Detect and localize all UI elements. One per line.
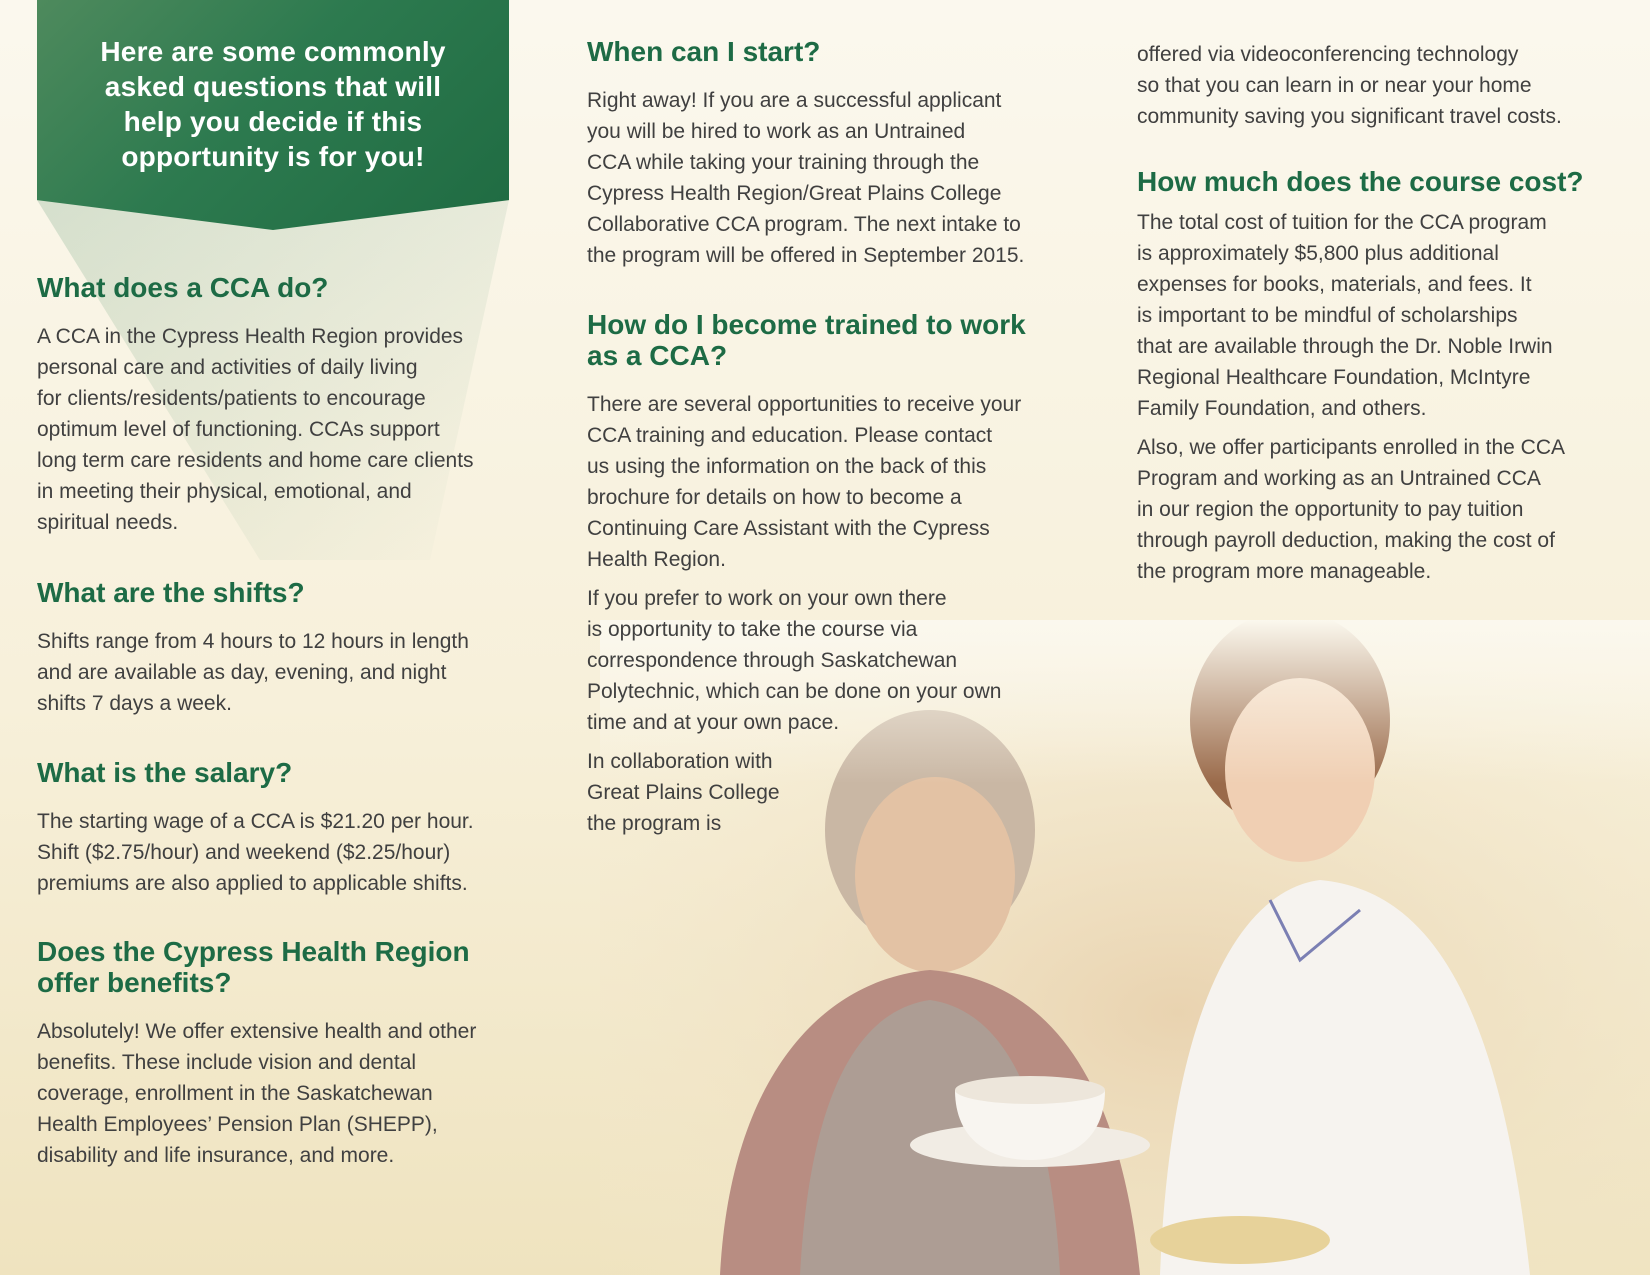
section-body: offered via videoconferencing technology so that you can learn in or near your home community saving you significant travel costs. [1137, 43, 1562, 128]
section-course-cost [1137, 166, 1627, 587]
section-body: In collaboration with Great Plains College the program is [587, 750, 780, 835]
banner-line: Here are some commonly [100, 36, 446, 67]
section-body: Right away! If you are a successful applicant you will be hired to work as an Untrained CCA while taking your training through the Cypress Health Region/Great Plains College Collaborative CCA program. The next intake to the program will be offered in September 2015. [587, 89, 1025, 267]
banner-line: asked questions that will [104, 71, 442, 102]
section-heading: How much does the course cost? [1137, 166, 1584, 197]
section-heading: What are the shifts? [37, 577, 305, 608]
section-heading: What does a CCA do? [37, 272, 329, 303]
section-body: Also, we offer participants enrolled in the CCA Program and working as an Untrained CCA in our region the opportunity to pay tuition through payroll deduction, making the cost of the program more manageable. [1137, 436, 1565, 583]
section-heading: Does the Cypress Health Region offer benefits? [37, 936, 470, 998]
section-heading: What is the salary? [37, 757, 293, 788]
section-salary [37, 757, 527, 899]
section-when-start [587, 36, 1077, 271]
section-body: The starting wage of a CCA is $21.20 per hour. Shift ($2.75/hour) and weekend ($2.25/hour) premiums are also applied to applicable shifts. [37, 810, 474, 895]
section-become-trained [587, 309, 1077, 839]
banner-line: opportunity is for you! [121, 141, 425, 172]
section-body: A CCA in the Cypress Health Region provides personal care and activities of daily living for clients/residents/patients to encourage optimum level of functioning. CCAs support long term care residents and home care clients in meeting their physical, emotional, and spiritual needs. [37, 325, 474, 534]
intro-banner-text [37, 34, 509, 174]
section-body: The total cost of tuition for the CCA program is approximately $5,800 plus additional expenses for books, materials, and fees. It is important to be mindful of scholarships that are available through the Dr. Noble Irwin Regional Healthcare Foundation, McIntyre Family Foundation, and others. [1137, 211, 1553, 420]
section-continued-text [1137, 39, 1627, 132]
section-benefits [37, 936, 527, 1171]
section-body: There are several opportunities to receive your CCA training and education. Please contact us using the information on the back of this brochure for details on how to become a Continuing Care Assistant with the Cypress Health Region. [587, 393, 1022, 571]
section-shifts [37, 577, 527, 719]
section-what-cca-does [37, 272, 527, 538]
section-heading: When can I start? [587, 36, 821, 67]
section-body: Absolutely! We offer extensive health and other benefits. These include vision and dental coverage, enrollment in the Saskatchewan Health Employees’ Pension Plan (SHEPP), disability and life insurance, and more. [37, 1020, 477, 1167]
section-body: Shifts range from 4 hours to 12 hours in length and are available as day, evening, and night shifts 7 days a week. [37, 630, 469, 715]
section-heading: How do I become trained to work as a CCA? [587, 309, 1026, 371]
section-body: If you prefer to work on your own there is opportunity to take the course via correspondence through Saskatchewan Polytechnic, which can be done on your own time and at your own pace. [587, 587, 1002, 734]
banner-line: help you decide if this [123, 106, 423, 137]
